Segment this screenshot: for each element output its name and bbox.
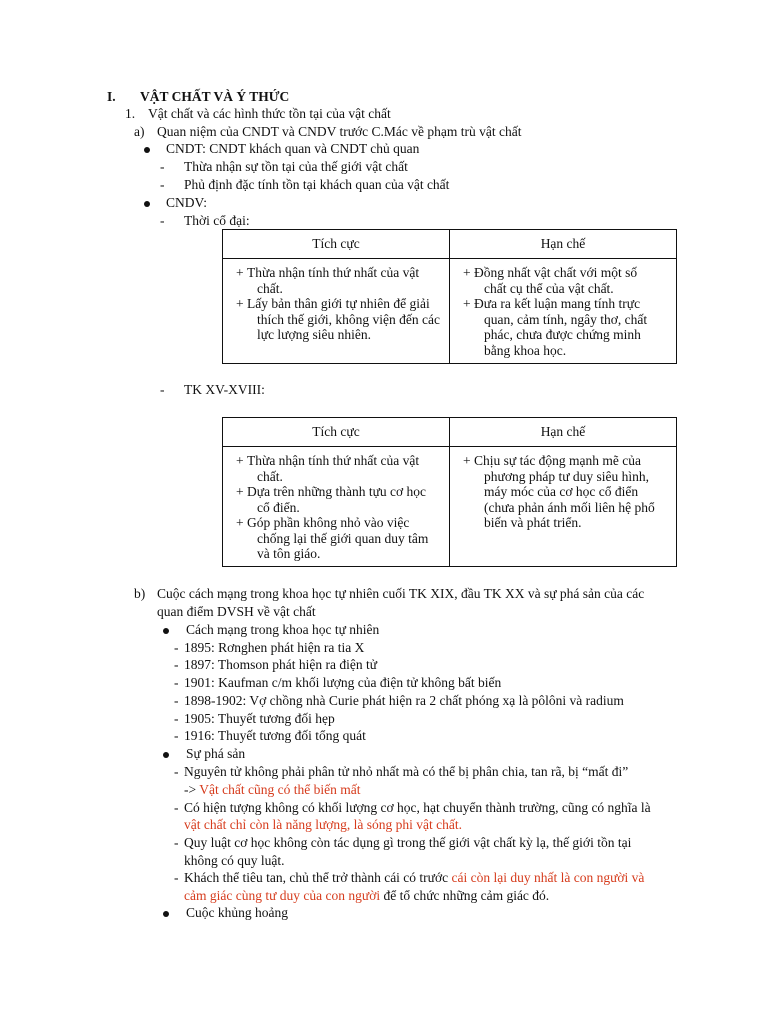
bullet-icon <box>163 904 169 922</box>
list-item: 1916: Thuyết tương đối tổng quát <box>184 728 366 743</box>
list-item: 1901: Kaufman c/m khối lượng của điện tử không bất biến <box>184 675 502 690</box>
list-item-cont: không có quy luật. <box>184 853 285 868</box>
bullet-icon <box>144 194 150 212</box>
section-b-title-cont: quan điểm DVSH về vật chất <box>157 604 316 619</box>
heading-number: I. <box>107 89 116 104</box>
bankrupt-title: Sự phá sản <box>186 746 246 761</box>
list-item: Quy luật cơ học không còn tác dụng gì trong thế giới vật chất kỳ lạ, thế giới tồn tại <box>184 835 632 850</box>
bullet-icon <box>163 621 169 639</box>
cndt-text: CNDT: CNDT khách quan và CNDT chủ quan <box>166 141 420 156</box>
dash-icon: - <box>174 640 179 655</box>
list-item: 1897: Thomson phát hiện ra điện tử <box>184 657 378 672</box>
dash-icon: - <box>160 213 165 228</box>
list-item: + Đồng nhất vật chất với một số chất cụ thể của vật chất. <box>463 265 638 296</box>
dash-icon: - <box>174 800 179 815</box>
list-item: + Lấy bản thân giới tự nhiên để giải thích thế giới, không viện đến các lực lượng siêu nhiên. <box>236 296 440 342</box>
cndt-item: Phủ định đặc tính tồn tại khách quan của vật chất <box>184 177 450 192</box>
section-b-number: b) <box>134 586 146 601</box>
list-item: + Dựa trên những thành tựu cơ học cổ điển. <box>236 484 427 515</box>
bullet-icon <box>144 140 150 158</box>
list-item: + Đưa ra kết luận mang tính trực quan, cảm tính, ngây thơ, chất phác, chưa được chứng minh bằng khoa học. <box>463 296 648 358</box>
table-header-negative: Hạn chế <box>450 418 677 447</box>
dash-icon: - <box>160 177 165 192</box>
dash-icon: - <box>174 657 179 672</box>
plain-text: Khách thể tiêu tan, chủ thể trở thành cái có trước <box>184 870 449 885</box>
section-1-title: Vật chất và các hình thức tồn tại của vật chất <box>148 106 391 121</box>
dash-icon: - <box>160 159 165 174</box>
table-header-positive: Tích cực <box>223 230 450 259</box>
section-a-number: a) <box>134 124 145 139</box>
cndv-tk: TK XV-XVIII: <box>184 382 265 397</box>
list-item: Có hiện tượng không có khối lượng cơ học, hạt chuyển thành trường, cũng có nghĩa là <box>184 800 651 815</box>
table-cell-negative <box>450 447 677 567</box>
table-header-negative: Hạn chế <box>450 230 677 259</box>
list-item: + Chịu sự tác động mạnh mẽ của phương pháp tư duy siêu hình, máy móc của cơ học cổ điển (chưa phản ánh mối liên hệ phổ biến và phát triển. <box>463 453 655 530</box>
dash-icon: - <box>174 711 179 726</box>
section-1-number: 1. <box>125 106 136 121</box>
crisis-title: Cuộc khủng hoảng <box>186 905 288 920</box>
dash-icon: - <box>174 693 179 708</box>
list-item: + Thừa nhận tính thứ nhất của vật chất. <box>236 453 420 484</box>
dash-icon: - <box>174 835 179 850</box>
revolution-title: Cách mạng trong khoa học tự nhiên <box>186 622 380 637</box>
list-item <box>184 869 644 887</box>
list-item-cont <box>184 887 549 905</box>
dash-icon: - <box>174 764 179 779</box>
table-cell-positive <box>223 259 450 364</box>
heading-title: VẬT CHẤT VÀ Ý THỨC <box>140 89 290 104</box>
table-ancient <box>222 229 677 364</box>
list-item: + Thừa nhận tính thứ nhất của vật chất. <box>236 265 420 296</box>
section-a-title: Quan niệm của CNDT và CNDV trước C.Mác về phạm trù vật chất <box>157 124 522 139</box>
highlight-text: vật chất chỉ còn là năng lượng, là sóng phi vật chất. <box>184 817 463 832</box>
arrow-text: -> <box>184 782 197 797</box>
dash-icon: - <box>160 382 165 397</box>
plain-text: để tổ chức những cảm giác đó. <box>383 888 550 903</box>
list-item: 1895: Rơnghen phát hiện ra tia X <box>184 640 365 655</box>
table-cell-negative <box>450 259 677 364</box>
highlight-text: cái còn lại duy nhất là con người và <box>451 870 645 885</box>
section-b-title: Cuộc cách mạng trong khoa học tự nhiên cuối TK XIX, đầu TK XX và sự phá sản của các <box>157 586 645 601</box>
dash-icon: - <box>174 870 179 885</box>
cndv-ancient: Thời cổ đại: <box>184 213 250 228</box>
table-cell-positive <box>223 447 450 567</box>
dash-icon: - <box>174 675 179 690</box>
list-item: 1905: Thuyết tương đối hẹp <box>184 711 335 726</box>
list-item: Nguyên tử không phải phân tử nhỏ nhất mà có thể bị phân chia, tan rã, bị “mất đi” <box>184 764 629 779</box>
cndv-text: CNDV: <box>166 195 208 210</box>
table-tk-xv-xviii <box>222 417 677 567</box>
list-item-cont <box>184 781 360 799</box>
dash-icon: - <box>174 728 179 743</box>
table-header-positive: Tích cực <box>223 418 450 447</box>
bullet-icon <box>163 745 169 763</box>
highlight-text: Vật chất cũng có thể biến mất <box>199 782 361 797</box>
list-item: + Góp phần không nhỏ vào việc chống lại thế giới quan duy tâm và tôn giáo. <box>236 515 429 561</box>
cndt-item: Thừa nhận sự tồn tại của thế giới vật chất <box>184 159 408 174</box>
list-item: 1898-1902: Vợ chồng nhà Curie phát hiện ra 2 chất phóng xạ là pôlôni và radium <box>184 693 624 708</box>
highlight-text: cảm giác cùng tư duy của con người <box>184 888 381 903</box>
